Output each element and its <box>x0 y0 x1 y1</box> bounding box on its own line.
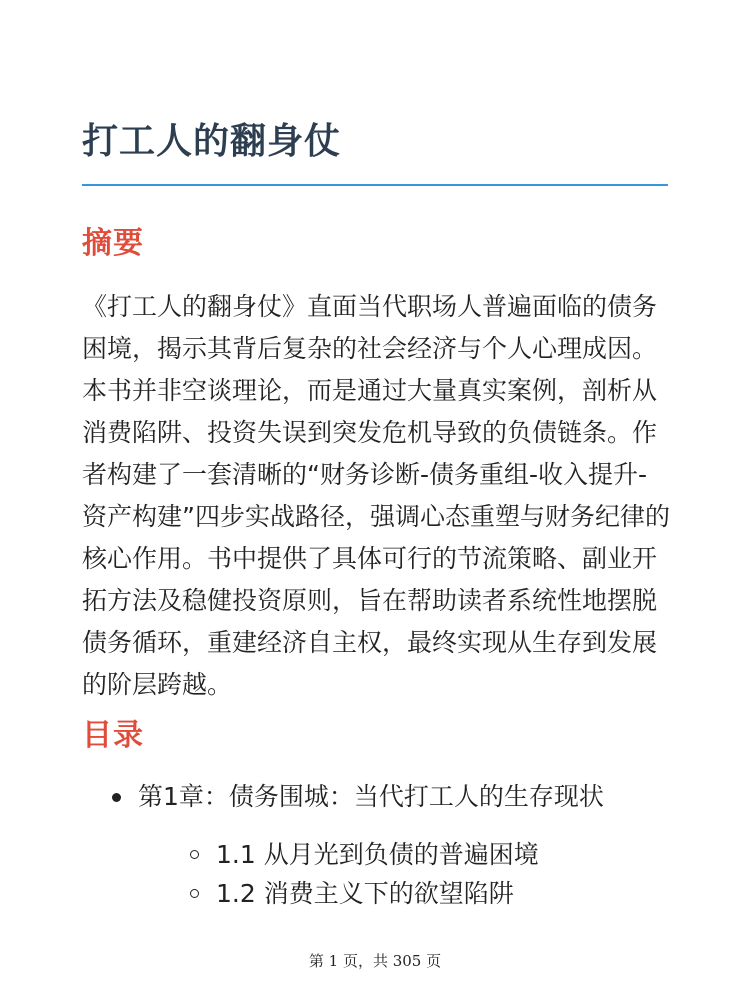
page-number-footer: 第 1 页，共 305 页 <box>308 952 442 970</box>
toc-list <box>112 779 672 915</box>
toc-chapter-item <box>112 779 672 912</box>
summary-heading: 摘要 <box>82 226 144 261</box>
hollow-bullet-icon <box>190 889 199 898</box>
toc-section-item <box>164 876 672 912</box>
toc-heading: 目录 <box>82 718 144 753</box>
title-divider <box>82 184 668 186</box>
summary-paragraph: 《打工人的翻身仗》直面当代职场人普遍面临的债务困境，揭示其背后复杂的社会经济与个人心理成因。本书并非空谈理论，而是通过大量真实案例，剖析从消费陷阱、投资失误到突发危机导致的负债链条。作者构建了一套清晰的“财务诊断-债务重组-收入提升-资产构建”四步实战路径，强调心态重塑与财务纪律的核心作用。书中提供了具体可行的节流策略、副业开拓方法及稳健投资原则，旨在帮助读者系统性地摆脱债务循环，重建经济自主权，最终实现从生存到发展的阶层跨越。 <box>82 292 670 699</box>
filled-bullet-icon <box>112 793 121 802</box>
toc-chapter-label: 第1章：债务围城：当代打工人的生存现状 <box>138 782 604 811</box>
toc-section-list <box>164 837 672 912</box>
toc-section-label: 1.1 从月光到负债的普遍困境 <box>216 840 539 869</box>
toc-section-label: 1.2 消费主义下的欲望陷阱 <box>216 879 514 908</box>
hollow-bullet-icon <box>190 850 199 859</box>
toc-section-item <box>164 837 672 873</box>
document-title: 打工人的翻身仗 <box>82 121 342 162</box>
